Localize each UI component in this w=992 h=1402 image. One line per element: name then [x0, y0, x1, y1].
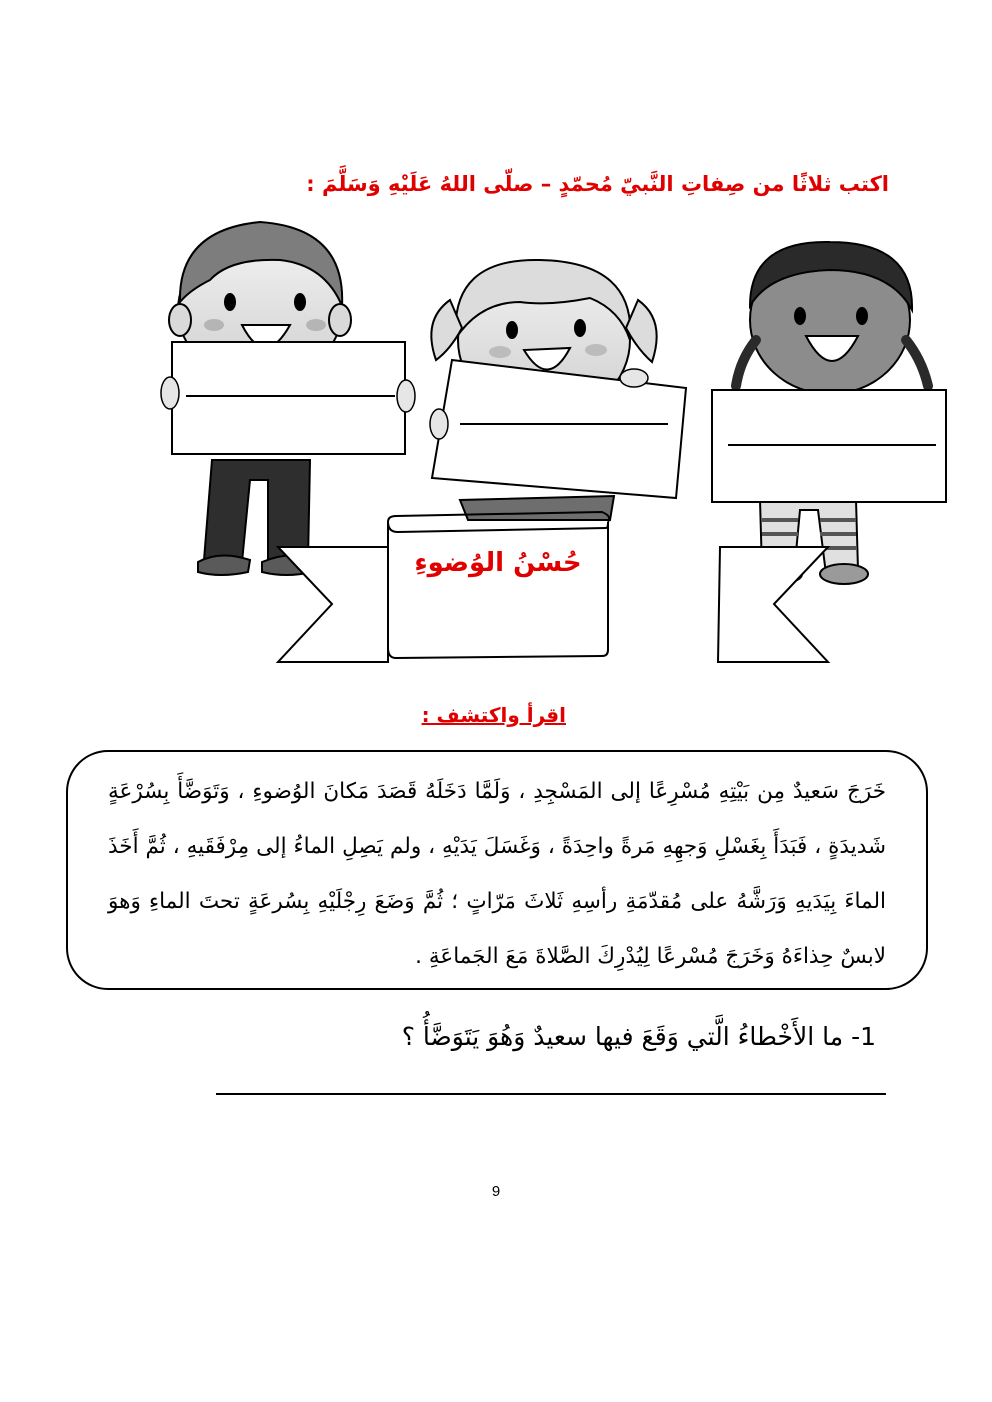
story-paragraph: خَرَجَ سَعيدٌ مِن بَيْتِهِ مُسْرِعًا إلى المَسْجِدِ ، وَلَمَّا دَخَلَهُ قَصَدَ مَكانَ الوُضوءِ ، وَتَوَضَّأَ بِسُرْعَةٍ شَديدَةٍ ، فَبَدَأَ بِغَسْلِ وَجهِهِ مَرةً واحِدَةً ، وَغَسَلَ يَدَيْهِ ، ولم يَصِلِ الماءُ إلى مِرْفَقَيهِ ، ثُمَّ أَخَذَ الماءَ بِيَدَيهِ وَرَشَّهُ على مُقدّمَةِ رأسِهِ ثَلاثَ مَرّاتٍ ؛ ثُمَّ وَضَعَ رِجْلَيْهِ بِسُرعَةٍ تحتَ الماءِ وَهوَ لابسٌ حِذاءَهُ وَخَرَجَ مُسْرعًا لِيُدْرِكَ الصَّلاةَ مَعَ الجَماعَةِ .: [108, 779, 886, 969]
title-ribbon-banner: [278, 512, 828, 662]
banner-title: حُسْنُ الوُضوءِ: [414, 548, 582, 578]
children-holding-signs-illustration: [150, 210, 960, 670]
girl-figure: [430, 260, 686, 520]
boy-figure: [161, 222, 415, 575]
section-heading: اقرأ واكتشف :: [421, 703, 566, 727]
braided-girl-figure: [712, 242, 946, 584]
page-number: 9: [491, 1183, 501, 1200]
question-1: 1- ما الأَخْطاءُ الَّتي وَقَعَ فيها سعيدٌ وَهُوَ يَتَوَضَّأُ ؟: [401, 1022, 876, 1051]
answer-line[interactable]: [216, 1093, 886, 1095]
story-box: [66, 750, 928, 990]
instruction-heading: اكتب ثلاثًا من صِفاتِ النَّبيّ مُحمّدٍ – صلّى اللهُ عَلَيْهِ وَسَلَّمَ :: [306, 172, 889, 196]
